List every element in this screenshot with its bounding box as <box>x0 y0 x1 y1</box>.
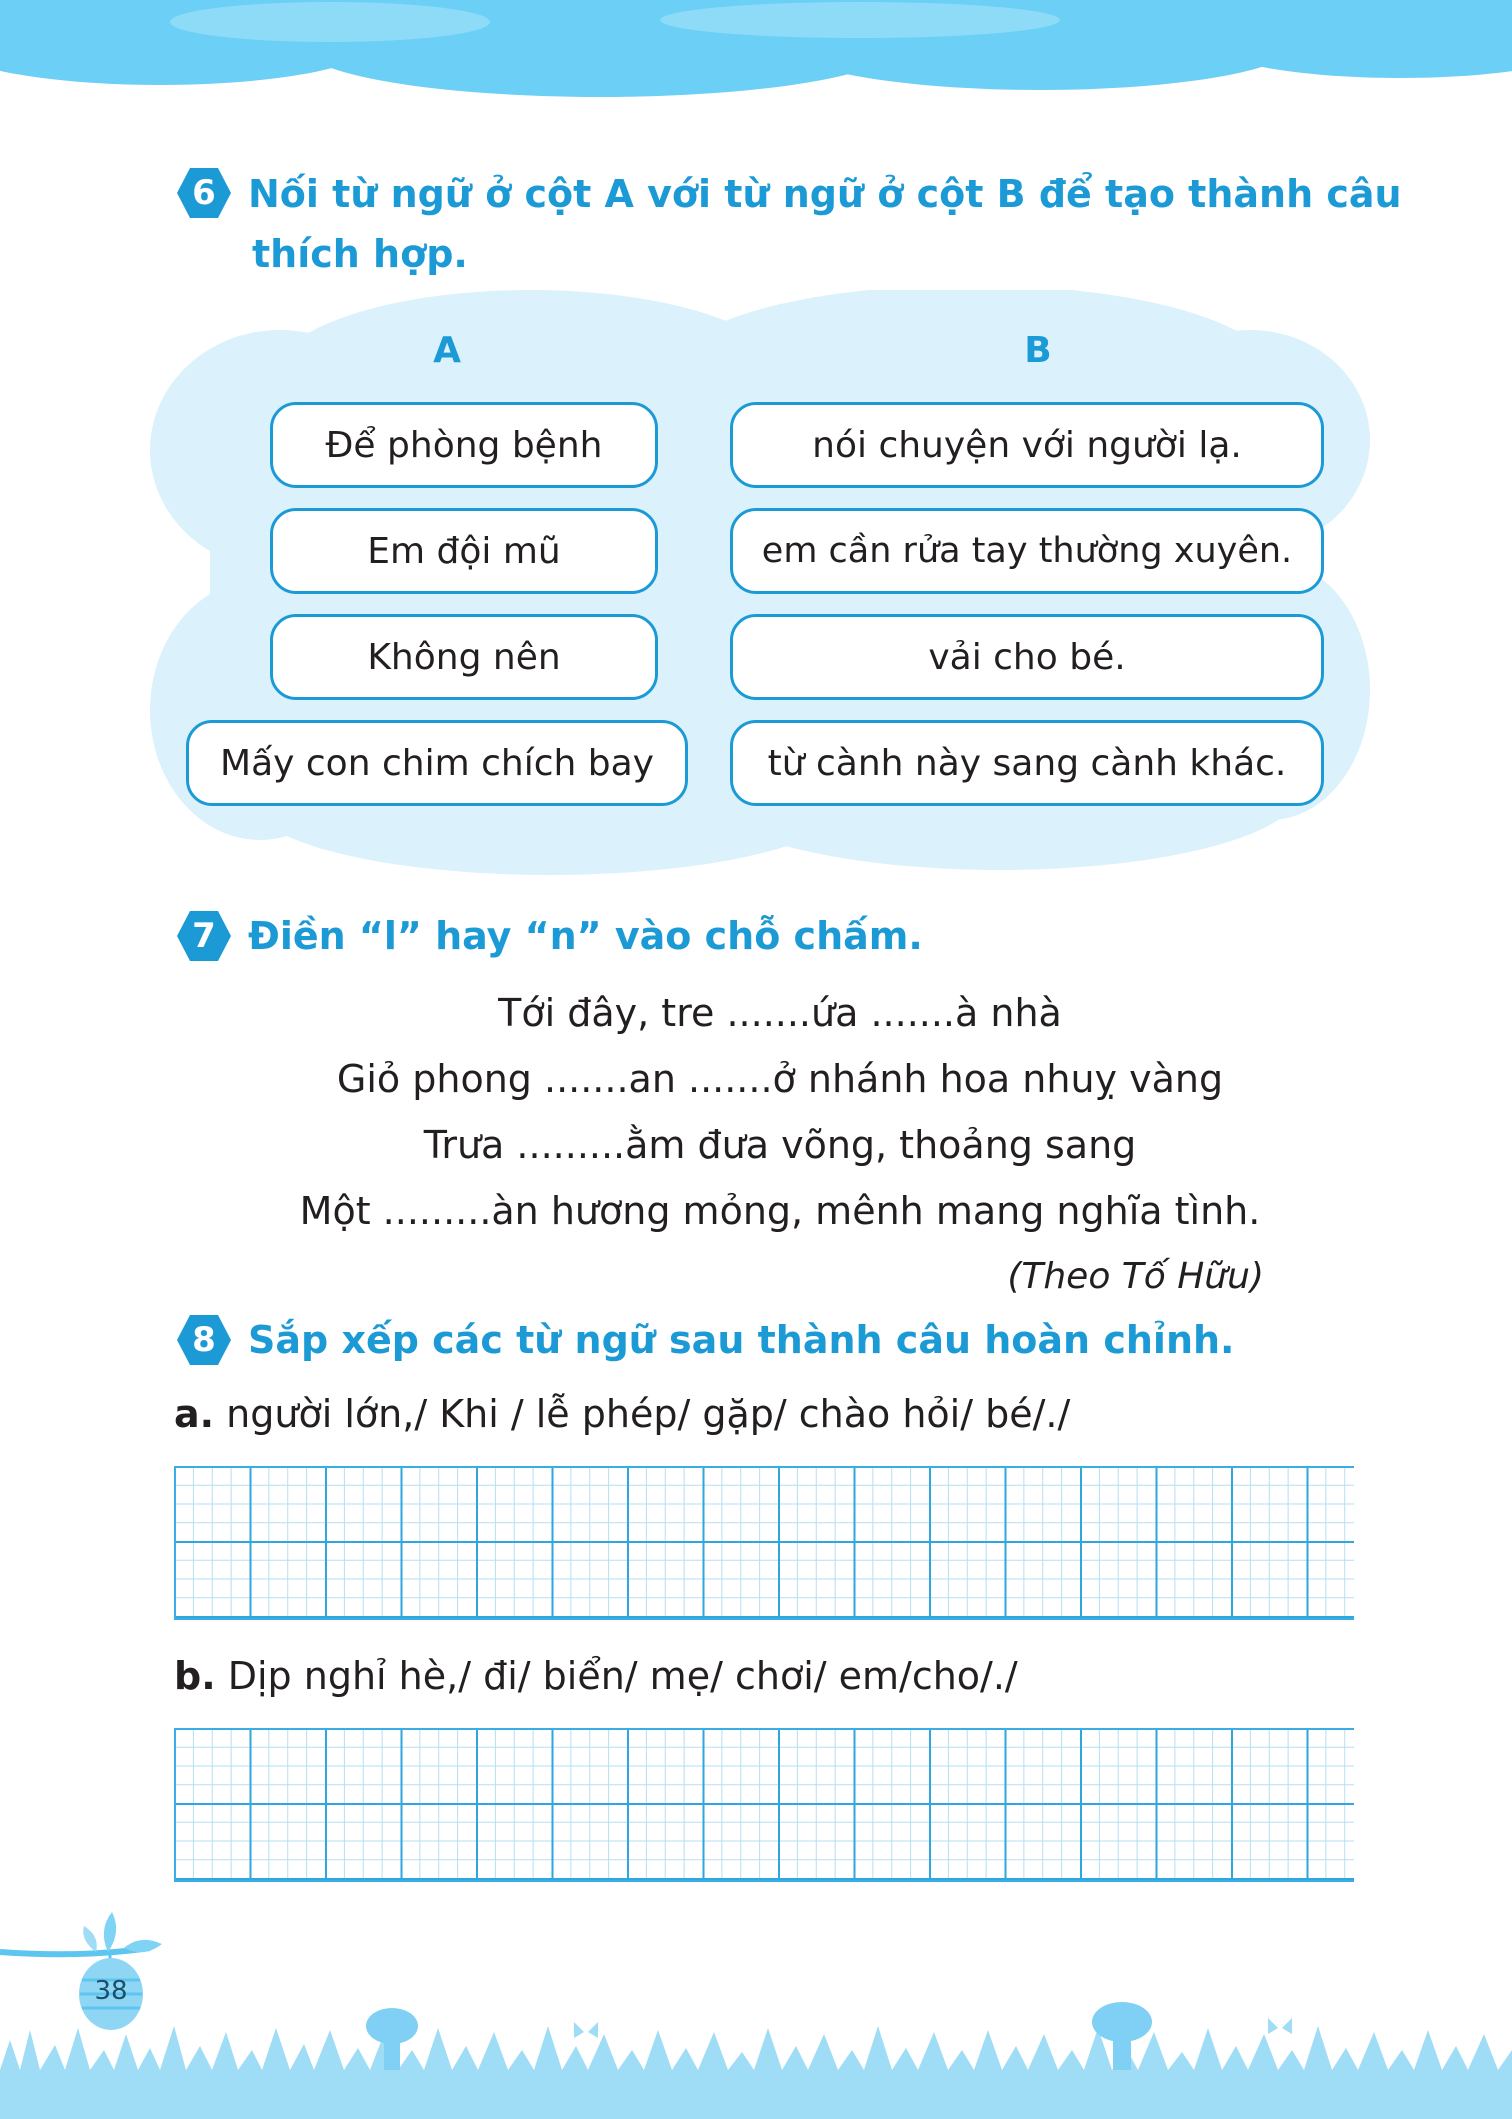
poem-line-1: Tới đây, tre .......ứa .......à nhà <box>498 991 1062 1035</box>
question-6-number <box>176 165 232 221</box>
question-8-number <box>176 1312 232 1368</box>
column-a-header: A <box>433 330 461 371</box>
writing-grid-b[interactable] <box>174 1728 1354 1882</box>
sort-item-a-text: người lớn,/ Khi / lễ phép/ gặp/ chào hỏi/ bé/./ <box>226 1392 1071 1436</box>
poem-line-2: Giỏ phong .......an .......ở nhánh hoa nhuỵ vàng <box>336 1057 1224 1101</box>
column-a-item-3[interactable]: Không nên <box>270 614 658 700</box>
sort-item-b-text: Dịp nghỉ hè,/ đi/ biển/ mẹ/ chơi/ em/cho/./ <box>227 1654 1018 1698</box>
column-a-item-4[interactable]: Mấy con chim chích bay <box>186 720 688 806</box>
sort-item-b-label: b. <box>174 1654 216 1698</box>
poem-citation: (Theo Tố Hữu) <box>1007 1256 1264 1297</box>
question-7-title: Điền “l” hay “n” vào chỗ chấm. <box>248 914 923 958</box>
column-b-header: B <box>1024 330 1052 371</box>
grass-footer <box>0 1990 1512 2119</box>
question-6-number-text: 6 <box>192 173 216 213</box>
question-8-number-text: 8 <box>192 1320 216 1360</box>
poem-line-3: Trưa .........ằm đưa võng, thoảng sang <box>423 1123 1137 1167</box>
column-a-item-2[interactable]: Em đội mũ <box>270 508 658 594</box>
column-b-item-3[interactable]: vải cho bé. <box>730 614 1324 700</box>
question-7-number <box>176 908 232 964</box>
poem-line-4: Một .........àn hương mỏng, mênh mang nghĩa tình. <box>299 1189 1261 1233</box>
top-cloud-banner <box>0 0 1512 110</box>
column-a-item-1[interactable]: Để phòng bệnh <box>270 402 658 488</box>
column-b-item-1[interactable]: nói chuyện với người lạ. <box>730 402 1324 488</box>
page-number: 38 <box>94 1976 128 2006</box>
writing-grid-a[interactable] <box>174 1466 1354 1620</box>
sort-item-b <box>174 1654 1018 1698</box>
question-6-title-line1: Nối từ ngữ ở cột A với từ ngữ ở cột B để tạo thành câu <box>248 172 1402 216</box>
question-8-title: Sắp xếp các từ ngữ sau thành câu hoàn chỉnh. <box>248 1318 1235 1362</box>
column-b-item-4[interactable]: từ cành này sang cành khác. <box>730 720 1324 806</box>
sort-item-a-label: a. <box>174 1392 215 1436</box>
sort-item-a <box>174 1392 1070 1436</box>
question-6-title-line2: thích hợp. <box>252 232 468 276</box>
question-7-number-text: 7 <box>192 916 216 956</box>
column-b-item-2[interactable]: em cần rửa tay thường xuyên. <box>730 508 1324 594</box>
